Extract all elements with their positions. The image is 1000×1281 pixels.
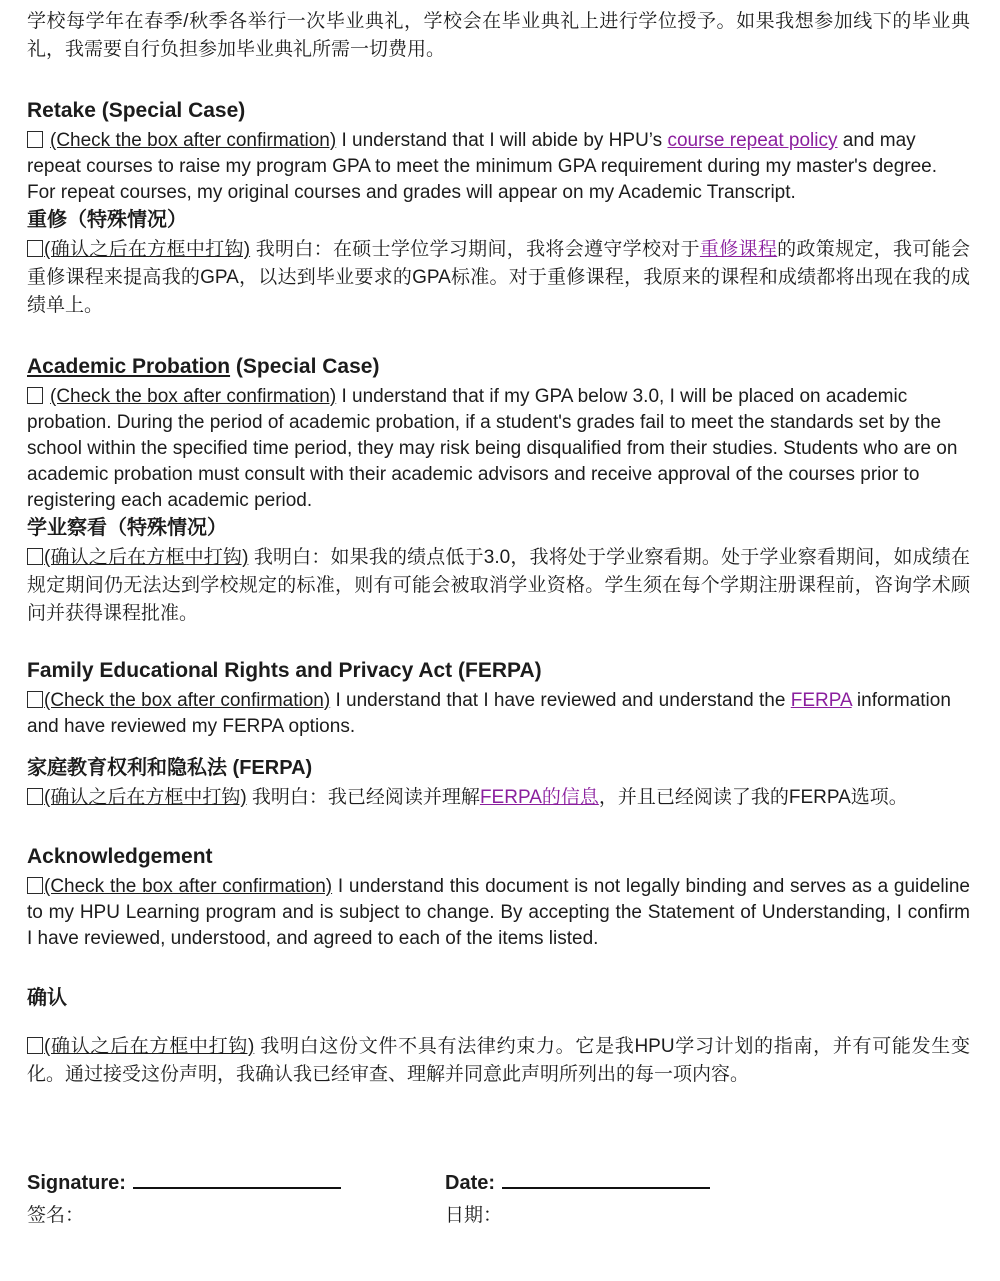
- repeat-course-policy-link-zh[interactable]: 重修课程: [699, 239, 778, 260]
- retake-checkbox-label: (Check the box after confirmation): [50, 130, 337, 151]
- ferpa-zh-checkbox[interactable]: [27, 788, 43, 805]
- acknowledgement-heading: Acknowledgement: [27, 845, 213, 868]
- signature-cell-zh: [27, 1200, 445, 1227]
- ferpa-zh-text-post: ，并且已经阅读了我的FERPA选项。: [598, 787, 908, 808]
- acknowledgement-paragraph: [27, 874, 970, 952]
- ferpa-text-pre: I understand that I have reviewed and understand the: [330, 690, 791, 711]
- ferpa-zh-heading: 家庭教育权利和隐私法 (FERPA): [27, 757, 313, 779]
- probation-checkbox-label: (Check the box after confirmation): [50, 386, 337, 407]
- probation-heading-rest: (Special Case): [230, 355, 380, 378]
- date-line[interactable]: [502, 1171, 710, 1189]
- ferpa-paragraph: [27, 688, 970, 740]
- probation-heading-underlined: Academic Probation: [27, 355, 231, 378]
- retake-zh-heading: 重修（特殊情况）: [27, 209, 187, 231]
- probation-zh-checkbox-label: (确认之后在方框中打钩): [44, 547, 249, 568]
- ferpa-info-link-zh[interactable]: FERPA的信息: [479, 787, 599, 808]
- signature-label-zh: 签名：: [27, 1205, 85, 1226]
- probation-zh-paragraph: [27, 544, 970, 628]
- acknowledgement-zh-checkbox-label: (确认之后在方框中打钩): [44, 1036, 255, 1057]
- date-label: Date:: [445, 1172, 496, 1194]
- intro-paragraph: [27, 8, 970, 64]
- retake-paragraph: [27, 128, 970, 206]
- signature-label: Signature:: [27, 1172, 126, 1194]
- date-cell-zh: [445, 1200, 970, 1227]
- intro-text: 学校每学年在春季/秋季各举行一次毕业典礼，学校会在毕业典礼上进行学位授予。如果我想参加线下的毕业典礼，我需要自行负担参加毕业典礼所需一切费用。: [27, 11, 970, 60]
- retake-heading: Retake (Special Case): [27, 99, 246, 122]
- retake-zh-checkbox-label: (确认之后在方框中打钩): [44, 239, 251, 260]
- retake-zh-paragraph: [27, 236, 970, 320]
- date-cell: [445, 1171, 970, 1195]
- ferpa-zh-checkbox-label: (确认之后在方框中打钩): [44, 787, 247, 808]
- signature-cell: [27, 1171, 445, 1195]
- probation-zh-heading: 学业察看（特殊情况）: [27, 517, 227, 539]
- signature-date-row: [27, 1171, 970, 1195]
- course-repeat-policy-link[interactable]: course repeat policy: [667, 130, 838, 151]
- retake-text-pre: I understand that I will abide by HPU’s: [336, 130, 668, 151]
- retake-zh-text-post: 的政策规定，我可能会重修课程来提高我的GPA，以达到毕业要求的GPA标准。对于重修课程，我原来的课程和成绩都将出现在我的成绩单上。: [27, 239, 970, 316]
- acknowledgement-zh-text: 我明白这份文件不具有法律约束力。它是我HPU学习计划的指南，并有可能发生变化。通过接受这份声明，我确认我已经审查、理解并同意此声明所列出的每一项内容。: [27, 1036, 970, 1085]
- acknowledgement-text: I understand this document is not legally binding and serves as a guideline to my HPU Learning program and is subject to change. By accepting the Statement of Understanding, I confirm I have reviewed, understood, and agreed to each of the items listed.: [27, 876, 970, 949]
- retake-checkbox[interactable]: [27, 131, 43, 148]
- ferpa-link[interactable]: FERPA: [790, 690, 852, 711]
- ferpa-text-post: information and have reviewed my FERPA options.: [27, 690, 951, 737]
- ferpa-checkbox-label: (Check the box after confirmation): [44, 690, 331, 711]
- probation-zh-text: 我明白：如果我的绩点低于3.0，我将处于学业察看期。处于学业察看期间，如成绩在规定期间仍无法达到学校规定的标准，则有可能会被取消学业资格。学生须在每个学期注册课程前，咨询学术顾问并获得课程批准。: [27, 547, 970, 624]
- retake-text-post: and may repeat courses to raise my program GPA to meet the minimum GPA requirement during my master's degree. For repeat courses, my original courses and grades will appear on my Academic Transcript.: [27, 130, 938, 203]
- acknowledgement-zh-paragraph: [27, 1033, 970, 1089]
- probation-zh-checkbox[interactable]: [27, 548, 43, 565]
- ferpa-zh-paragraph: [27, 784, 970, 812]
- retake-zh-text-pre: 我明白：在硕士学位学习期间，我将会遵守学校对于: [250, 239, 700, 260]
- ferpa-checkbox[interactable]: [27, 691, 43, 708]
- probation-checkbox[interactable]: [27, 387, 43, 404]
- date-label-zh: 日期：: [445, 1205, 503, 1226]
- ferpa-heading: Family Educational Rights and Privacy Act (FERPA): [27, 659, 542, 682]
- probation-text: I understand that if my GPA below 3.0, I will be placed on academic probation. During the period of academic probation, if a student's grades fail to meet the standards set by the school within the specified time period, they may risk being disqualified from their studies. Students who are on academic probation must consult with their academic advisors and receive approval of the courses prior to registering each academic period.: [27, 386, 958, 511]
- ferpa-zh-text-pre: 我明白：我已经阅读并理解: [246, 787, 480, 808]
- probation-heading: [27, 354, 970, 379]
- signature-line[interactable]: [133, 1171, 341, 1189]
- acknowledgement-checkbox[interactable]: [27, 877, 43, 894]
- probation-paragraph: [27, 384, 970, 514]
- signature-block: [27, 1171, 970, 1227]
- acknowledgement-checkbox-label: (Check the box after confirmation): [44, 876, 333, 897]
- signature-date-row-zh: [27, 1200, 970, 1227]
- acknowledgement-zh-heading: 确认: [27, 987, 67, 1009]
- acknowledgement-zh-checkbox[interactable]: [27, 1037, 43, 1054]
- retake-zh-checkbox[interactable]: [27, 240, 43, 257]
